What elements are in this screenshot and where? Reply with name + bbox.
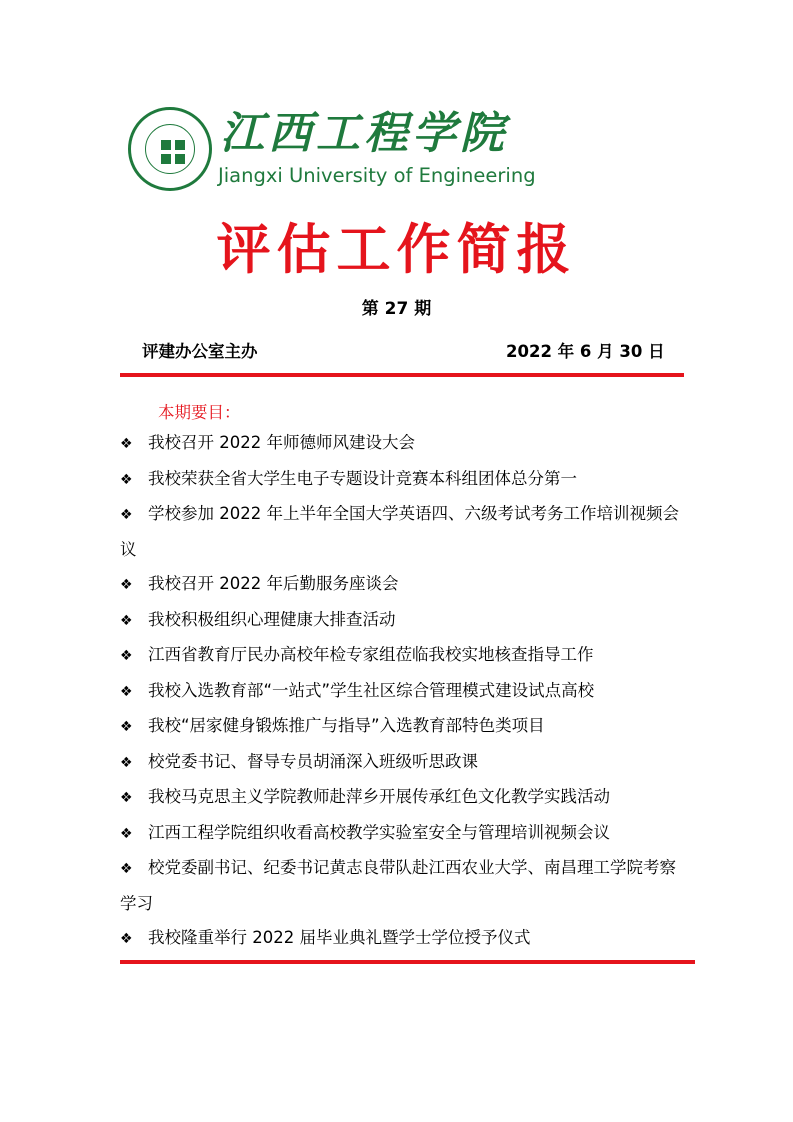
diamond-bullet-icon: ❖ xyxy=(120,790,133,806)
list-item-text: 我校“居家健身锻炼推广与指导”入选教育部特色类项目 xyxy=(148,716,545,735)
diamond-bullet-icon: ❖ xyxy=(120,612,133,629)
list-item xyxy=(120,780,685,816)
bottom-divider xyxy=(120,960,695,964)
list-item-text: 我校马克思主义学院教师赴萍乡开展传承红色文化教学实践活动 xyxy=(148,787,610,806)
sponsor-office: 评建办公室主办 xyxy=(142,342,258,361)
university-seal-logo xyxy=(128,107,212,191)
list-item xyxy=(120,921,685,957)
list-item-text: 学校参加 2022 年上半年全国大学英语四、六级考试考务工作培训视频会议 xyxy=(120,504,679,559)
list-item-text: 我校隆重举行 2022 届毕业典礼暨学士学位授予仪式 xyxy=(148,928,531,947)
list-item xyxy=(120,603,685,639)
list-item-text: 江西省教育厅民办高校年检专家组莅临我校实地核查指导工作 xyxy=(148,645,594,664)
diamond-bullet-icon: ❖ xyxy=(120,754,133,771)
issue-number: 第 27 期 xyxy=(361,299,432,319)
diamond-bullet-icon: ❖ xyxy=(120,861,133,877)
contents-list xyxy=(120,426,685,957)
list-item-text: 江西工程学院组织收看高校教学实验室安全与管理培训视频会议 xyxy=(148,822,610,842)
list-item xyxy=(120,709,685,745)
list-item-text: 我校积极组织心理健康大排查活动 xyxy=(148,609,396,629)
diamond-bullet-icon: ❖ xyxy=(120,507,133,523)
diamond-bullet-icon: ❖ xyxy=(120,719,133,735)
university-name-english: Jiangxi University of Engineering xyxy=(218,164,536,187)
list-item xyxy=(120,462,685,498)
list-item-text: 我校召开 2022 年后勤服务座谈会 xyxy=(148,574,399,593)
list-item-text: 校党委副书记、纪委书记黄志良带队赴江西农业大学、南昌理工学院考察学习 xyxy=(120,858,676,913)
list-item-text: 我校召开 2022 年师德师风建设大会 xyxy=(148,433,415,452)
diamond-bullet-icon: ❖ xyxy=(120,471,133,488)
publication-date: 2022 年 6 月 30 日 xyxy=(506,342,665,361)
list-item-text: 我校入选教育部“一站式”学生社区综合管理模式建设试点高校 xyxy=(148,680,595,700)
list-item xyxy=(120,851,685,921)
diamond-bullet-icon: ❖ xyxy=(120,683,133,700)
list-item-text: 校党委书记、督导专员胡涌深入班级听思政课 xyxy=(148,751,478,771)
list-item xyxy=(120,674,685,710)
diamond-bullet-icon: ❖ xyxy=(120,577,133,593)
top-divider xyxy=(120,373,684,377)
list-item xyxy=(120,426,685,462)
bulletin-title: 评估工作简报 xyxy=(216,218,577,281)
diamond-bullet-icon: ❖ xyxy=(120,648,133,664)
contents-heading: 本期要目： xyxy=(158,403,241,422)
diamond-bullet-icon: ❖ xyxy=(120,436,133,452)
list-item-text: 我校荣获全省大学生电子专题设计竞赛本科组团体总分第一 xyxy=(148,468,577,488)
list-item xyxy=(120,497,685,567)
diamond-bullet-icon: ❖ xyxy=(120,825,133,842)
university-name-chinese: 江西工程学院 xyxy=(220,108,508,159)
list-item xyxy=(120,745,685,781)
list-item xyxy=(120,567,685,603)
list-item xyxy=(120,638,685,674)
diamond-bullet-icon: ❖ xyxy=(120,931,133,947)
list-item xyxy=(120,816,685,852)
